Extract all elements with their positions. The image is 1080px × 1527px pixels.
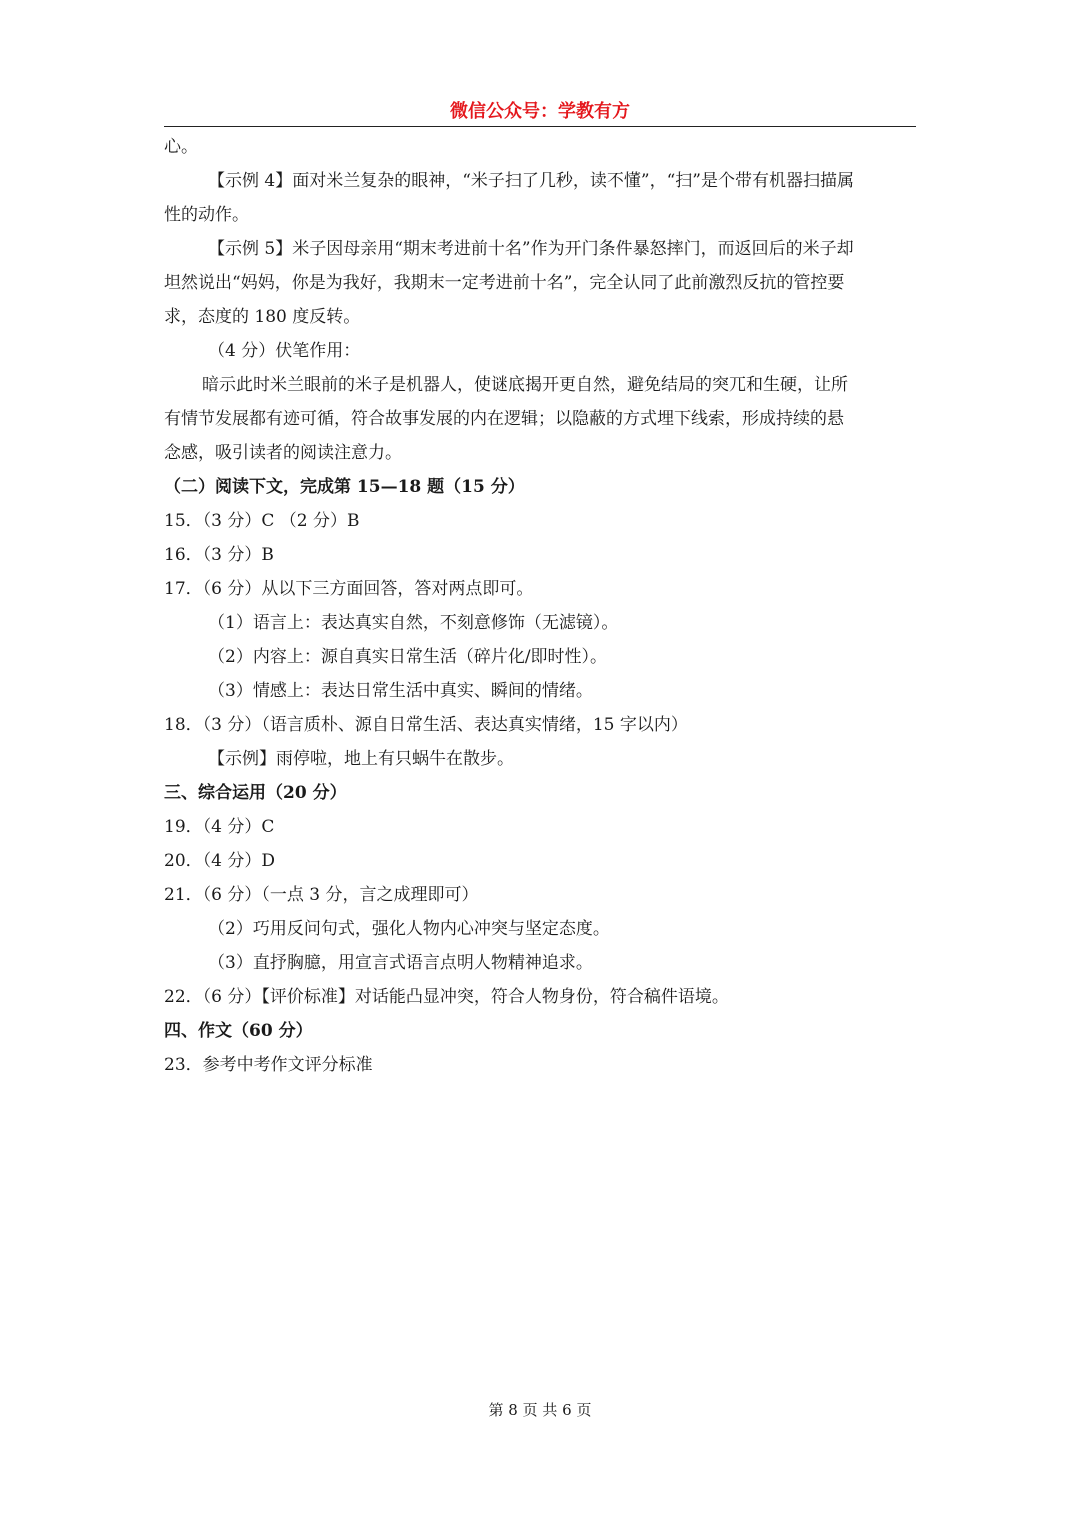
text-line: 心。 — [164, 137, 198, 157]
answer-subline: （2）巧用反问句式，强化人物内心冲突与坚定态度。 — [208, 919, 610, 939]
section-heading: 三、综合运用（20 分） — [164, 783, 347, 803]
text-line: 有情节发展都有迹可循，符合故事发展的内在逻辑；以隐蔽的方式埋下线索，形成持续的悬 — [164, 409, 844, 429]
section-heading: 四、作文（60 分） — [164, 1021, 313, 1041]
answer-subline: （3）直抒胸臆，用宣言式语言点明人物精神追求。 — [208, 953, 593, 973]
answer-line: 23．参考中考作文评分标准 — [164, 1055, 373, 1075]
answer-subline: （3）情感上：表达日常生活中真实、瞬间的情绪。 — [208, 681, 593, 701]
text-line: 暗示此时米兰眼前的米子是机器人，使谜底揭开更自然，避免结局的突兀和生硬，让所 — [202, 375, 848, 395]
answer-subline: 【示例】雨停啦，地上有只蜗牛在散步。 — [208, 749, 514, 769]
text-line: 【示例 5】米子因母亲用“期末考进前十名”作为开门条件暴怒摔门，而返回后的米子却 — [208, 239, 854, 259]
answer-line: 17．（6 分）从以下三方面回答，答对两点即可。 — [164, 579, 534, 599]
answer-line: 16．（3 分）B — [164, 545, 274, 565]
section-heading: （二）阅读下文，完成第 15—18 题（15 分） — [164, 477, 525, 497]
page-header-title: 微信公众号：学教有方 — [450, 101, 630, 122]
text-line: 坦然说出“妈妈，你是为我好，我期末一定考进前十名”，完全认同了此前激烈反抗的管控要 — [164, 273, 845, 293]
answer-line: 20．（4 分）D — [164, 851, 275, 871]
answer-line: 21．（6 分）（一点 3 分，言之成理即可） — [164, 885, 479, 905]
text-line: 求，态度的 180 度反转。 — [164, 307, 361, 327]
text-line: （4 分）伏笔作用： — [208, 341, 361, 361]
answer-line: 22．（6 分）【评价标准】对话能凸显冲突，符合人物身份，符合稿件语境。 — [164, 987, 729, 1007]
answer-line: 18．（3 分）（语言质朴、源自日常生活、表达真实情绪，15 字以内） — [164, 715, 688, 735]
answer-line: 19．（4 分）C — [164, 817, 275, 837]
answer-subline: （1）语言上：表达真实自然，不刻意修饰（无滤镜）。 — [208, 613, 619, 633]
page-footer: 第 8 页 共 6 页 — [488, 1401, 592, 1419]
text-line: 性的动作。 — [164, 205, 249, 225]
header-divider — [164, 126, 916, 127]
document-body — [164, 130, 916, 1082]
text-line: 念感，吸引读者的阅读注意力。 — [164, 443, 402, 463]
answer-line: 15．（3 分）C （2 分）B — [164, 511, 360, 531]
text-line: 【示例 4】面对米兰复杂的眼神，“米子扫了几秒，读不懂”，“扫”是个带有机器扫描属 — [208, 171, 854, 191]
answer-subline: （2）内容上：源自真实日常生活（碎片化/即时性）。 — [208, 647, 608, 667]
